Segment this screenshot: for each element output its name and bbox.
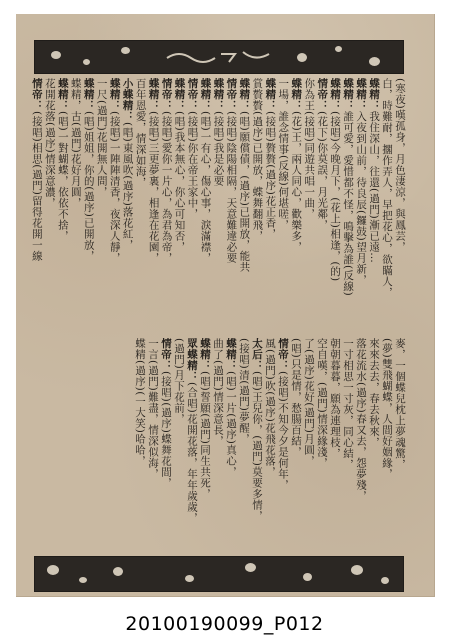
lyric-column: 蝶精，古(過門)花好月圓，: [69, 78, 82, 209]
lyric-column: 太后：(唱)王兒你，(過門)莫要多情，: [251, 338, 263, 522]
lyric-column: 曲了(過門)情深意長，: [212, 338, 224, 447]
banner-dot-decoration: [369, 57, 380, 66]
banner-dot-decoration: [79, 577, 87, 583]
lyric-column: (接唱)清(過門)夢醒，: [238, 338, 250, 445]
lyric-column: 情帝：(接唱)相思(過門)留得花開一線: [30, 78, 43, 262]
lyric-column: 一尺(過門)花開無人問，: [95, 78, 108, 198]
lyric-column: 蝶精：(唱)我本無心，你心可知否，: [173, 78, 186, 253]
lyric-column: 蝶精(過序)(一大笑)哈哈，: [134, 338, 146, 467]
banner-dot-decoration: [83, 59, 90, 65]
banner-dot-decoration: [47, 565, 59, 575]
lyric-column: 蝶精：(接唱)今晚月下，(花上)相逢，(的): [329, 78, 342, 282]
archive-id-caption: 20100190099_P012: [125, 613, 324, 635]
lyric-column: 情帝：(接唱)愛你一片心，為君為帝，: [160, 78, 173, 264]
lyric-column: 眾蝶精：(合唱)花開花落，年年歲歲，: [186, 338, 198, 524]
lyric-column: 空自嘆，(過門)情深緣淺，: [316, 338, 328, 469]
lyric-column: 蝶精：(接唱)贅贅(過序)花正香，: [264, 78, 277, 240]
lyric-column: (夢)雙飛蝴蝶，人間好姻緣，: [381, 338, 393, 480]
lyric-column: 來來去去，春去秋來，: [368, 338, 380, 448]
banner-dot-decoration: [51, 51, 61, 59]
lyric-column: 蝶精：(唱)姐姐，你的(過序)已開放，: [82, 78, 95, 262]
lyric-column: 蝶精：(接唱)三更夢裏，相逢在花園，: [147, 78, 160, 264]
upper-lyrics-panel: [30, 78, 406, 334]
lyric-column: 一寸相思一寸灰，同心結，: [342, 338, 354, 470]
banner-dot-decoration: [381, 577, 389, 584]
banner-dot-decoration: [303, 573, 312, 581]
lower-lyrics-panel: [30, 338, 406, 550]
lyric-column: 一言(過門)難盡，情深似海，: [147, 338, 159, 480]
lyric-column: 蝶精：我住深山，往還(過門)漸已遠…: [368, 78, 381, 264]
lyric-column: 情帝：(接唱)你在帝王家中，: [186, 78, 199, 220]
lyric-column: 了(過序)花好(過門)月圓，: [303, 338, 315, 467]
banner-dot-decoration: [185, 575, 194, 582]
lyric-column: 小蝶精：(唱)東風吹(過序)落花紅，: [121, 78, 134, 251]
lyric-column: 賞贅贅(過序)已開放，蝶舞翻飛，: [251, 78, 264, 242]
lyric-column: 蝶精：(花)王，兩人同心，歡樂多，: [290, 78, 303, 253]
banner-dot-decoration: [335, 46, 342, 52]
banner-dot-decoration: [113, 567, 123, 576]
lyric-column: 蝶精：入夜到山前，待良辰(鑼鼓)望月新，: [355, 78, 368, 286]
program-sheet: [16, 14, 435, 597]
banner-dot-decoration: [245, 563, 256, 572]
lyric-column: (寒夜)嘆孤身，月色淒涼，與鳳芸，: [394, 78, 406, 253]
top-decorative-banner: [34, 40, 404, 74]
lyric-column: 蝶精：(接唱)一陣陣清香，夜深人靜，: [108, 78, 121, 264]
lyric-column: 情帝：(接唱)不知今夕是何年，: [277, 338, 289, 491]
lyric-column: 風(過門)吹(過序)花飛花落，: [264, 338, 276, 478]
bottom-decorative-banner: [34, 556, 404, 592]
lyric-column: 情帝：(接唱)(過序)蝶舞花間，: [160, 338, 172, 489]
lyric-column: 花開花落(過序)情深意濃，: [43, 78, 56, 209]
lyric-column: 麥，一個蝶兒枕上夢魂驚，: [394, 338, 406, 470]
banner-dot-decoration: [121, 47, 130, 54]
lyric-column: 蝶精：(唱)願償債，(過序)已開放，能共: [238, 78, 251, 273]
lyric-column: 百年恩愛，情深如海，: [134, 78, 147, 188]
lyric-column: 你為王(接唱)同遊共唱一曲，: [303, 78, 316, 220]
lyric-column: 蝶精：(唱)一對蝴蝶，依依不捨，: [56, 78, 69, 242]
lyric-column: 朝朝暮暮，願為連理枝，: [329, 338, 341, 459]
lyric-column: 情帝：(花下)你莫誤，月光鄰，: [316, 78, 329, 231]
lyric-column: 情帝：(接唱)陰陽相隔，天意難違必要: [225, 78, 238, 264]
lyric-column: 蝶精：誰可愛，愛惜都不怪，鳴擊為誰(反線): [342, 78, 355, 297]
lyric-column: 蝶精：(接唱)我是必要: [212, 78, 225, 187]
lyric-column: (唱)只是情，愁腸百結，: [290, 338, 302, 458]
lyric-column: 蝶精：(唱)一有心，傷心事，淚滿襟，: [199, 78, 212, 264]
lyric-column: 蝶精：(唱)一片(過序)真心，: [225, 338, 237, 478]
banner-dot-decoration: [297, 53, 307, 62]
banner-ornament-icon: [165, 48, 275, 64]
lyric-column: 一場，誰念情事(反線)何堪嗟，: [277, 78, 290, 231]
lyric-column: 蝶精：(唱)誓願(過門)同生共死，: [199, 338, 211, 500]
lyric-column: (過門)月下花前，: [173, 338, 185, 425]
banner-dot-decoration: [351, 565, 363, 575]
lyric-column: 白，時難耐，擱作弄人，早把花心，欲瞞人，: [381, 78, 394, 298]
lyric-column: 落花流水(過序)春又去，怨夢殘，: [355, 338, 367, 502]
